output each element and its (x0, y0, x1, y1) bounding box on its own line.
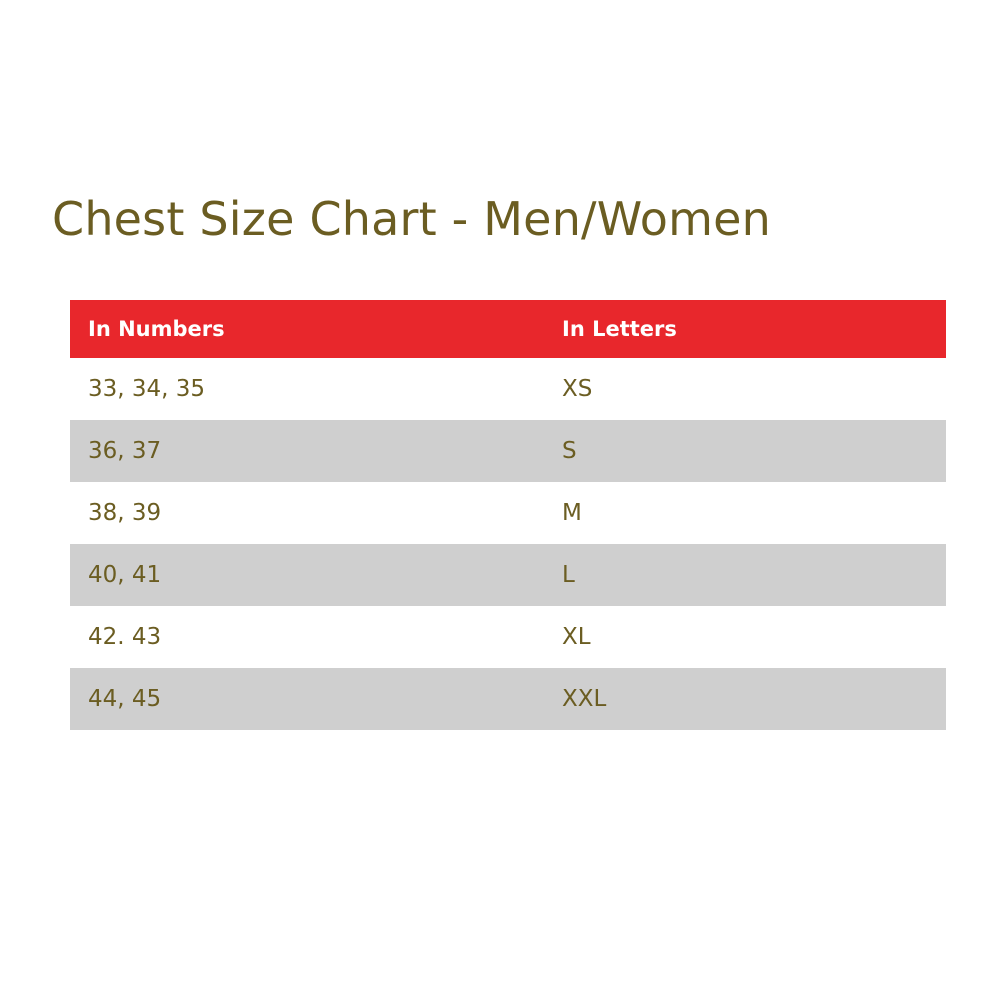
column-header-in-numbers: In Numbers (70, 300, 544, 358)
page-title: Chest Size Chart - Men/Women (52, 192, 771, 246)
chest-size-table (70, 300, 946, 730)
cell-in-numbers: 38, 39 (70, 482, 544, 544)
table-row (70, 544, 946, 606)
table-row (70, 606, 946, 668)
cell-in-numbers: 33, 34, 35 (70, 358, 544, 420)
table-header (70, 300, 946, 358)
table-row (70, 420, 946, 482)
column-header-in-letters: In Letters (544, 300, 946, 358)
cell-in-letters: S (544, 420, 946, 482)
cell-in-letters: M (544, 482, 946, 544)
table-body (70, 358, 946, 730)
cell-in-letters: XXL (544, 668, 946, 730)
cell-in-letters: XS (544, 358, 946, 420)
cell-in-letters: L (544, 544, 946, 606)
cell-in-numbers: 42. 43 (70, 606, 544, 668)
table-row (70, 482, 946, 544)
table-header-row (70, 300, 946, 358)
cell-in-numbers: 40, 41 (70, 544, 544, 606)
cell-in-numbers: 36, 37 (70, 420, 544, 482)
cell-in-letters: XL (544, 606, 946, 668)
table-row (70, 668, 946, 730)
cell-in-numbers: 44, 45 (70, 668, 544, 730)
table-row (70, 358, 946, 420)
